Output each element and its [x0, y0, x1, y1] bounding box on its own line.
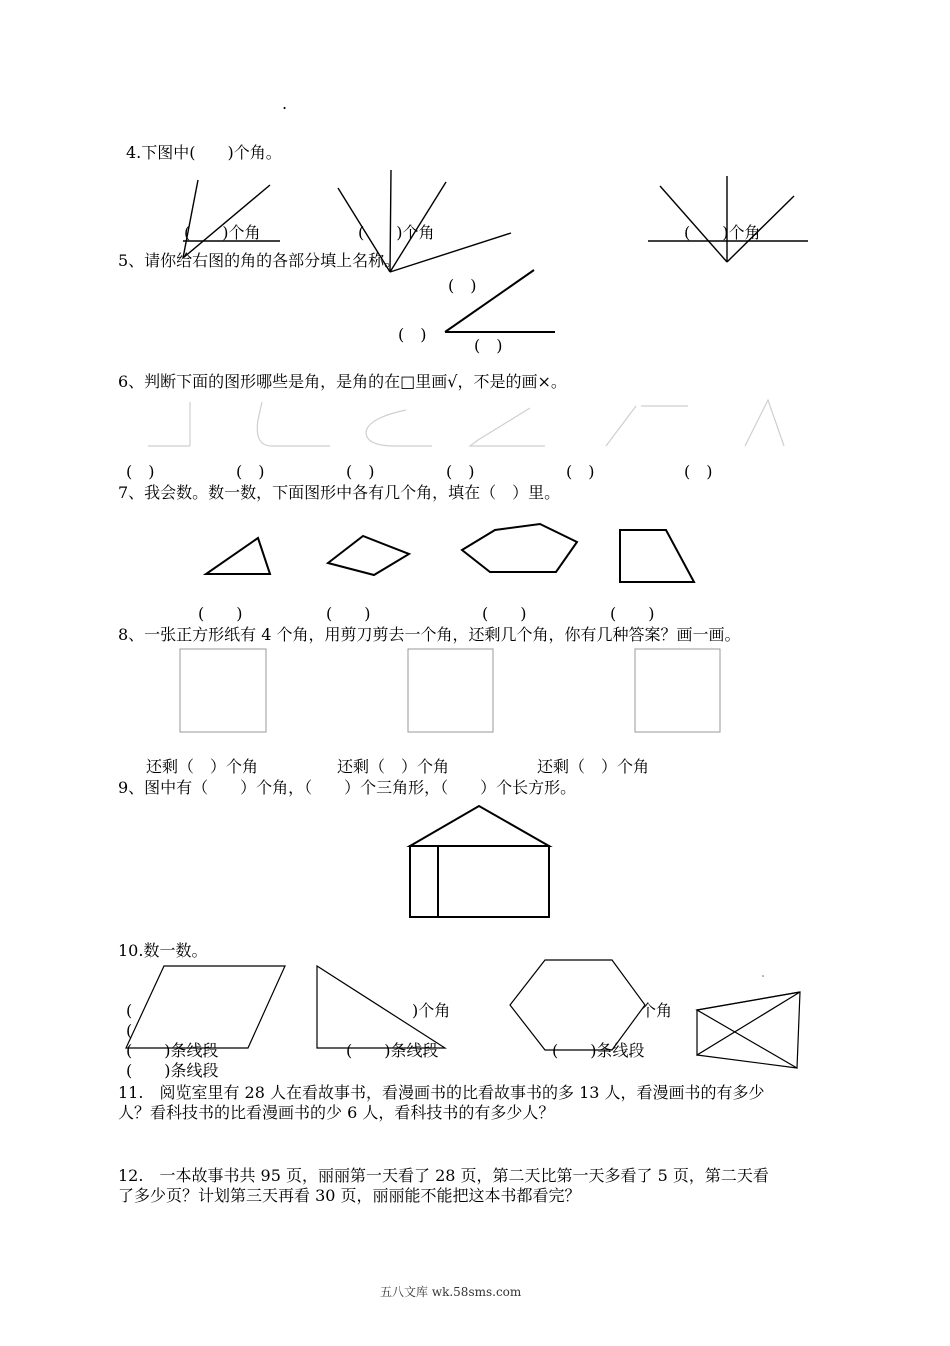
q10-angle-left-2[interactable]: (: [126, 1021, 133, 1040]
q5-title: 5、请你给右图的角的各部分填上名称。: [118, 251, 401, 270]
q7-blank-4[interactable]: ( ): [610, 604, 655, 623]
q8-answer-3[interactable]: 还剩（ ）个角: [537, 757, 650, 776]
q4-figure-c: [648, 176, 808, 262]
q4-label-a[interactable]: ( )个角: [184, 223, 261, 242]
q7-title: 7、我会数。数一数，下面图形中各有几个角，填在（ ）里。: [118, 483, 561, 502]
q6-blank-6[interactable]: ( ): [684, 462, 713, 481]
q7-blank-2[interactable]: ( ): [326, 604, 371, 623]
q7-blank-3[interactable]: ( ): [482, 604, 527, 623]
q5-blank-left[interactable]: ( ): [398, 325, 427, 344]
q10-angle-left[interactable]: (: [126, 1001, 133, 1020]
q6-blank-1[interactable]: ( ): [126, 462, 155, 481]
q10-title: 10.数一数。: [118, 941, 208, 960]
q6-blank-4[interactable]: ( ): [446, 462, 475, 481]
q8-title: 8、一张正方形纸有 4 个角，用剪刀剪去一个角，还剩几个角，你有几种答案？画一画。: [118, 625, 741, 644]
q6-shapes: [148, 400, 784, 446]
q11-line-2: 人？看科技书的比看漫画书的少 6 人，看科技书的有多少人？: [118, 1103, 555, 1122]
q7-shapes: [206, 524, 694, 582]
q6-blank-5[interactable]: ( ): [566, 462, 595, 481]
q8-answer-1[interactable]: 还剩（ ）个角: [146, 757, 259, 776]
q4-label-c[interactable]: ( )个角: [684, 223, 761, 242]
q6-blank-2[interactable]: ( ): [236, 462, 265, 481]
q10-seg-mid[interactable]: ( )条线段: [346, 1041, 439, 1060]
q12-line-2: 了多少页？计划第三天再看 30 页，丽丽能不能把这本书都看完？: [118, 1186, 581, 1205]
q10-seg-left-2[interactable]: ( )条线段: [126, 1061, 219, 1080]
q8-answer-2[interactable]: 还剩（ ）个角: [337, 757, 450, 776]
q6-title: 6、判断下面的图形哪些是角，是角的在□里画√，不是的画×。: [118, 372, 567, 391]
q10-angle-mid[interactable]: )个角: [412, 1001, 451, 1020]
top-dot: .: [282, 94, 288, 113]
q9-house-figure: [410, 806, 549, 917]
q4-figure-a: [183, 180, 280, 258]
q10-angle-right[interactable]: 个角: [640, 1001, 673, 1020]
q5-blank-bottom[interactable]: ( ): [474, 336, 503, 355]
q10-seg-left[interactable]: ( )条线段: [126, 1041, 219, 1060]
q9-title: 9、图中有（ ）个角，（ ）个三角形，（ ）个长方形。: [118, 778, 577, 797]
q4-title: 4.下图中( )个角。: [126, 143, 282, 162]
q7-blank-1[interactable]: ( ): [198, 604, 243, 623]
q5-blank-top[interactable]: ( ): [448, 276, 477, 295]
q11-line-1: 11. 阅览室里有 28 人在看故事书，看漫画书的比看故事书的多 13 人，看漫画书的有多少: [118, 1083, 765, 1102]
stray-dot: [762, 975, 764, 977]
footer-watermark: 五八文库 wk.58sms.com: [380, 1285, 522, 1299]
q12-line-1: 12. 一本故事书共 95 页，丽丽第一天看了 28 页，第二天比第一天多看了 5 页，第二天看: [118, 1166, 769, 1185]
q10-seg-right[interactable]: ( )条线段: [552, 1041, 645, 1060]
q4-label-b[interactable]: ( )个角: [358, 223, 435, 242]
q6-blank-3[interactable]: ( ): [346, 462, 375, 481]
q10-shapes: [126, 960, 800, 1068]
q8-squares: [180, 649, 720, 732]
